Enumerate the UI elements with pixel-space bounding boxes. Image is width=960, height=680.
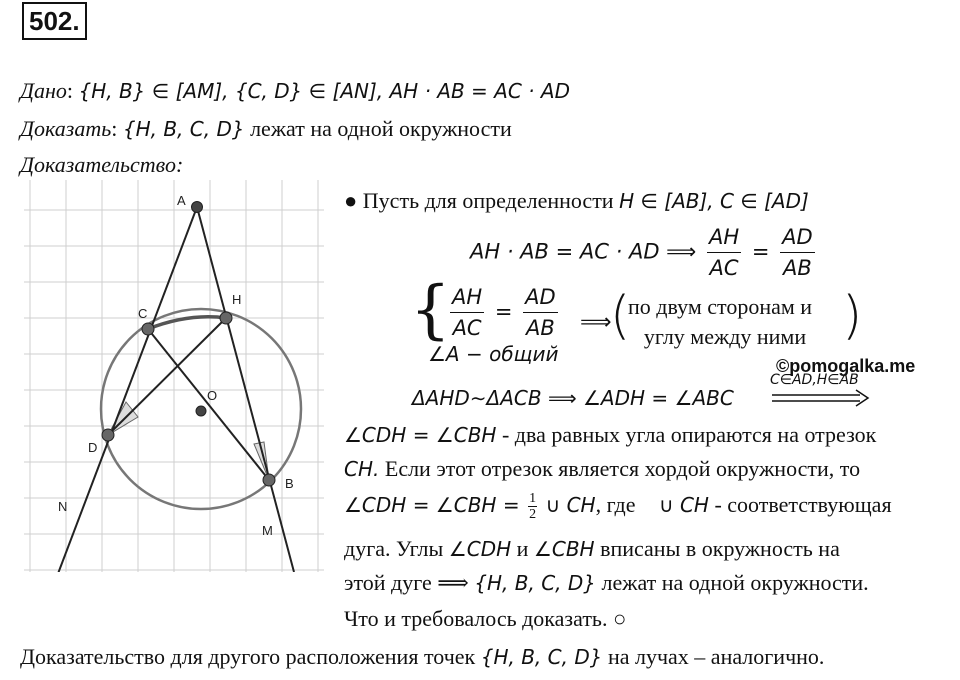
label-a: A (177, 193, 186, 208)
conclusion-set: {H, B, C, D} (474, 571, 596, 595)
qed-text: Что и требовалось доказать. (344, 606, 608, 631)
point-o (196, 406, 206, 416)
inscribed-text: вписаны в окружность на (600, 536, 840, 561)
system-fraction-ad-ab: $\frac{AD}{AB}$ (523, 282, 558, 343)
line-half-arc (344, 490, 892, 522)
prove-label: Доказать (20, 116, 112, 141)
equation-left: AH · AB = AC · AD ⟹ (470, 239, 697, 264)
qed-symbol: ○ (612, 606, 627, 631)
point-a (192, 202, 203, 213)
footer-text-1: Доказательство для другого расположения точек (20, 644, 476, 669)
arc-ch-symbol: ∪ CH (545, 493, 596, 517)
watermark: ©pomogalka.me (776, 356, 916, 376)
line-qed (344, 604, 626, 634)
angle-cbh: ∠CBH (533, 537, 595, 561)
fraction-ad-ab: $\frac{AD}{AB}$ (780, 222, 815, 283)
paren-right: ) (842, 286, 863, 346)
geometry-figure (24, 180, 324, 572)
given-statement: {H, B} ∈ [AM], {C, D} ∈ [AN], AH · AB = AC · AD (78, 79, 570, 103)
proof-label: Доказательство: (20, 152, 184, 177)
label-h: H (232, 292, 242, 307)
bullet: ● (344, 188, 358, 213)
segment-cb (148, 329, 269, 480)
similarity-text: ΔAHD∼ΔACB ⟹ ∠ADH = ∠ABC (412, 386, 734, 410)
label-c: C (138, 306, 148, 321)
similarity-line (412, 386, 734, 410)
paren-text-line-1: по двум сторонам и (628, 294, 813, 319)
point-b (263, 474, 275, 486)
assumption-text: Пусть для определенности (362, 188, 614, 213)
footer-line (20, 642, 824, 672)
prove-set: {H, B, C, D} (122, 117, 245, 141)
system-equals: = (494, 299, 513, 324)
paren-text-line-2: углу между ними (643, 324, 807, 349)
prove-text: лежат на одной окружности (250, 116, 512, 141)
segment-ch: CH. (344, 457, 380, 481)
label-m: M (262, 523, 273, 538)
label-o: O (207, 388, 218, 403)
given-line (20, 76, 570, 106)
angles-cdh-cbh: ∠CDH = ∠CBH (344, 423, 497, 447)
given-label: Дано (20, 78, 67, 103)
assumption-math: H ∈ [AB], C ∈ [AD] (619, 189, 809, 213)
system-implies: ⟹ (580, 310, 612, 335)
footer-text-2: на лучах – аналогично. (607, 644, 825, 669)
system-fraction-ah-ac: $\frac{AH}{AC}$ (450, 282, 484, 343)
point-d (102, 429, 114, 441)
problem-number: 502. (22, 2, 87, 40)
label-b: B (285, 476, 294, 491)
arrow-label: C∈AD,H∈AB (770, 372, 859, 388)
footer-set: {H, B, C, D} (480, 645, 603, 669)
line-equal-angles (344, 420, 876, 450)
line-conclusion (344, 568, 869, 598)
chord-text: Если этот отрезок является хордой окружности, то (384, 456, 861, 481)
where-text: , где (595, 492, 636, 517)
given-colon: : (66, 78, 74, 103)
point-h (220, 312, 232, 324)
long-implies-arrow (772, 388, 872, 408)
and-word: и (516, 536, 529, 561)
corresponding-text: - соответствующая (714, 492, 892, 517)
label-d: D (88, 440, 98, 455)
line-inscribed (344, 534, 840, 564)
half-arc-equation: ∠CDH = ∠CBH = (344, 493, 520, 517)
system-brace: { (410, 273, 451, 347)
point-c (142, 323, 154, 335)
proof-assumption (344, 186, 809, 216)
fraction-ah-ac: $\frac{AH}{AC}$ (707, 222, 741, 283)
system-angle-common: ∠A − общий (428, 342, 559, 366)
equation-ratio (470, 222, 819, 283)
segment-dh (108, 318, 226, 435)
lie-text: лежат на одной окружности. (601, 570, 869, 595)
paren-text (628, 292, 812, 352)
paren-left: ( (610, 286, 631, 346)
angle-cdh: ∠CDH (448, 537, 512, 561)
fraction-one-half: $\frac{1}{2}$ (529, 491, 537, 523)
equal-angles-text: - два равных угла опираются на отрезок (501, 422, 877, 447)
system-first-row (446, 282, 562, 343)
this-arc-text: этой дуге ⟹ (344, 570, 469, 595)
line-chord (344, 454, 860, 484)
prove-colon: : (111, 116, 118, 141)
prove-line (20, 114, 512, 144)
arc-word: дуга. Углы (344, 536, 444, 561)
label-n: N (58, 499, 68, 514)
arc-ch-symbol-2: ∪ CH (658, 493, 709, 517)
equals-sign: = (751, 239, 770, 264)
